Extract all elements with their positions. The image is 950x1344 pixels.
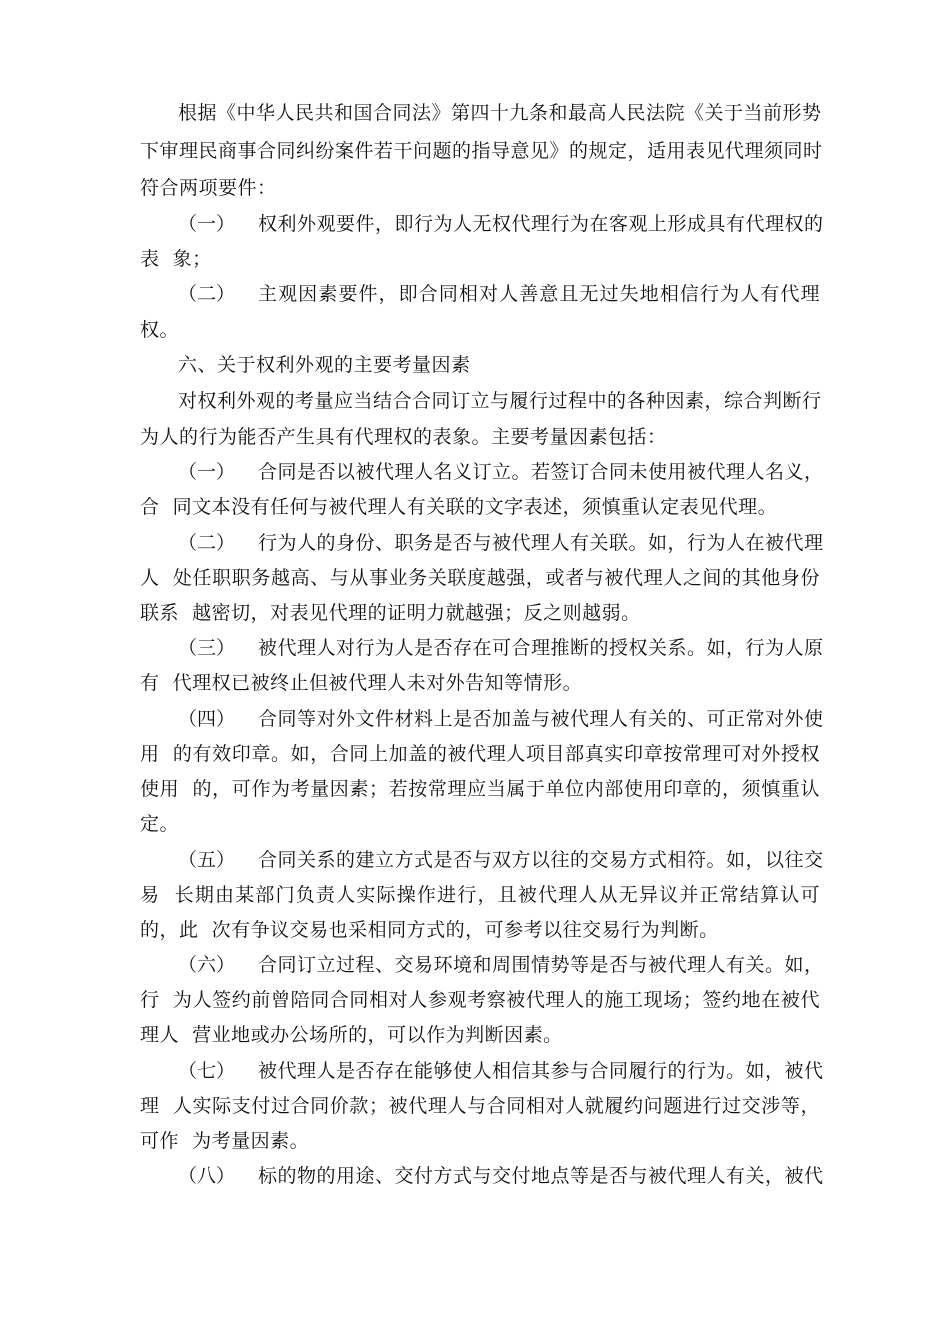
factor-6-line-1: 合同订立过程、交易环境和周围情势等是否与被代理人有关。如， [258,954,824,976]
factor-7-number: （七） [178,1060,236,1082]
intro-line-2: 下审理民商事合同纠纷案件若干问题的指导意见》的规定，适用表见代理须同时 [140,140,823,162]
factor-8-number: （八） [178,1165,236,1187]
factor-5-line-2: 易 长期由某部门负责人实际操作进行，且被代理人从无异议并正常结算认可 [140,884,820,906]
req2-number: （二） [178,283,236,305]
section-intro-line-2: 为人的行为能否产生具有代理权的表象。主要考量因素包括： [140,426,667,448]
req1-number: （一） [178,213,236,235]
factor-3-number: （三） [178,637,236,659]
factor-1-line-1: 合同是否以被代理人名义订立。若签订合同未使用被代理人名义， [258,461,824,483]
req2-line-1: 主观因素要件，即合同相对人善意且无过失地相信行为人有代理 [258,283,820,305]
req1-line-1: 权利外观要件，即行为人无权代理行为在客观上形成具有代理权的 [258,213,824,235]
factor-5-line-1: 合同关系的建立方式是否与双方以往的交易方式相符。如，以往交 [258,849,824,871]
factor-4-number: （四） [178,708,236,730]
factor-2-line-1: 行为人的身份、职务是否与被代理人有关联。如，行为人在被代理 [258,532,824,554]
req1-line-2: 表 象； [140,248,212,270]
factor-7-line-3: 可作 为考量因素。 [140,1130,310,1152]
factor-1-line-2: 合 同文本没有任何与被代理人有关联的文字表述，须慎重认定表见代理。 [140,496,778,518]
factor-2-number: （二） [178,532,236,554]
factor-4-line-3: 使用 的，可作为考量因素；若按常理应当属于单位内部使用印章的，须慎重认 [140,778,820,800]
factor-4-line-4: 定。 [140,813,180,835]
factor-8-line-1: 标的物的用途、交付方式与交付地点等是否与被代理人有关，被代 [258,1165,824,1187]
factor-6-line-3: 理人 营业地或办公场所的，可以作为判断因素。 [140,1024,563,1046]
factor-6-line-2: 行 为人签约前曾陪同合同相对人参观考察被代理人的施工现场；签约地在被代 [140,989,820,1011]
factor-2-line-2: 人 处任职职务越高、与从事业务关联度越强，或者与被代理人之间的其他身份 [140,567,820,589]
req2-line-2: 权。 [140,319,180,341]
factor-3-line-1: 被代理人对行为人是否存在可合理推断的授权关系。如，行为人原 [258,637,824,659]
factor-2-line-3: 联系 越密切，对表见代理的证明力就越强；反之则越弱。 [140,602,641,624]
factor-5-number: （五） [178,849,236,871]
factor-4-line-2: 用 的有效印章。如，合同上加盖的被代理人项目部真实印章按常理可对外授权 [140,743,820,765]
factor-3-line-2: 有 代理权已被终止但被代理人未对外告知等情形。 [140,672,583,694]
factor-1-number: （一） [178,461,236,483]
section-intro-line-1: 对权利外观的考量应当结合合同订立与履行过程中的各种因素，综合判断行 [178,390,822,412]
intro-line-3: 符合两项要件： [140,177,277,199]
intro-line-1: 根据《中华人民共和国合同法》第四十九条和最高人民法院《关于当前形势 [178,102,822,124]
factor-6-number: （六） [178,954,236,976]
factor-5-line-3: 的，此 次有争议交易也采相同方式的，可参考以往交易行为判断。 [140,919,719,941]
factor-7-line-2: 理 人实际支付过合同价款；被代理人与合同相对人就履约问题进行过交涉等， [140,1095,820,1117]
factor-7-line-1: 被代理人是否存在能够使人相信其参与合同履行的行为。如，被代 [258,1060,824,1082]
factor-4-line-1: 合同等对外文件材料上是否加盖与被代理人有关的、可正常对外使 [258,708,824,730]
section-heading: 六、关于权利外观的主要考量因素 [178,354,471,376]
